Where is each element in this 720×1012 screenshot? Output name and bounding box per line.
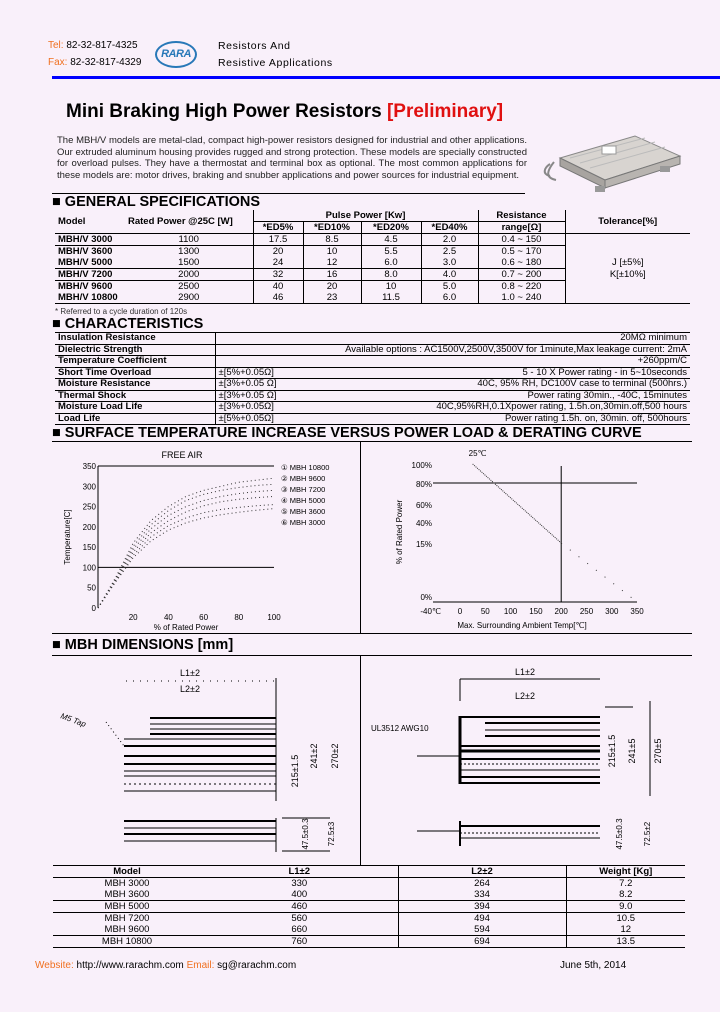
fax-number: 82-32-817-4329 [70, 57, 142, 68]
tagline-1: Resistors And [218, 40, 291, 52]
model-cell: MBH 10800 [101, 936, 153, 947]
tel-line [48, 40, 138, 52]
col-model: Model [113, 866, 141, 877]
page-title [66, 101, 503, 123]
characteristic-row [55, 413, 690, 425]
weight-cell: 9.0 [619, 901, 633, 912]
title-text: Mini Braking High Power Resistors [66, 101, 382, 122]
y-axis-label: Temperature[C] [63, 509, 72, 565]
x-tick-label: 100 [503, 607, 518, 616]
characteristic-row [55, 390, 690, 402]
characteristic-description: 20MΩ minimum [215, 333, 690, 345]
y-tick-label: 40% [415, 519, 432, 528]
model-cell: MBH/V 3600 [58, 246, 113, 257]
y-tick-label: 100% [411, 461, 432, 470]
series-line-2 [98, 490, 274, 608]
model-cell: MBH/V 9600 [58, 281, 113, 292]
characteristics-table [55, 332, 690, 425]
divider [360, 655, 361, 865]
ed40-cell: 6.0 [421, 292, 478, 304]
legend-entry: ③ MBH 7200 [281, 485, 326, 494]
x-tick-label: 50 [480, 607, 490, 616]
t1-label: 47.5±0.3 [301, 818, 310, 850]
l2-cell: 694 [398, 936, 566, 948]
table-row [53, 936, 685, 948]
ed5-cell: 17.5 [253, 234, 303, 246]
website-label: Website: [35, 960, 74, 971]
table-row [53, 901, 685, 913]
legend-entry: ⑤ MBH 3600 [281, 507, 326, 516]
table-row [53, 913, 685, 925]
x-tick-label: 80 [234, 613, 244, 622]
l1-label: L1±2 [180, 668, 200, 678]
ed40-cell: 2.0 [421, 234, 478, 246]
model-cell: MBH/V 5000 [58, 257, 113, 268]
mbh-dimension-drawing [50, 656, 358, 856]
characteristic-label: Thermal Shock [55, 390, 215, 402]
characteristic-description: Available options : AC1500V,2500V,3500V for 1minute,Max leakage current: 2mA [215, 344, 690, 356]
characteristic-row [55, 367, 690, 379]
ed10-cell: 23 [303, 292, 361, 304]
y-axis-label: % of Rated Power [395, 499, 404, 565]
curves-heading: ■ SURFACE TEMPERATURE INCREASE VERSUS POWER LOAD & DERATING CURVE [52, 425, 642, 441]
l1-cell: 760 [201, 936, 398, 948]
x-tick-label: 100 [267, 613, 281, 622]
model-cell: MBH 9600 [104, 924, 150, 935]
col-tolerance: Tolerance[%] [565, 210, 690, 234]
ed40-cell: 5.0 [421, 281, 478, 293]
characteristic-label: Short Time Overload [55, 367, 215, 379]
company-logo: RARA [155, 41, 197, 68]
model-cell: MBH 5000 [104, 901, 150, 912]
h3-label: 270±5 [653, 738, 663, 764]
model-cell: MBH/V 3000 [58, 234, 113, 245]
col-resistance: Resistance [478, 210, 565, 222]
x-axis-label: Max. Surrounding Ambient Temp[℃] [457, 621, 587, 630]
tolerance-j: J [±5%] [611, 256, 644, 268]
ed20-cell: 4.5 [361, 234, 421, 246]
characteristic-label: Moisture Resistance [55, 379, 215, 391]
y-tick-label: 250 [82, 502, 96, 512]
dimensions-table [53, 865, 685, 948]
legend-entry: ② MBH 9600 [281, 474, 326, 483]
rated-power-cell: 2500 [125, 281, 253, 293]
rated-power-cell: 2000 [125, 269, 253, 281]
product-photo [540, 128, 690, 198]
ed10-cell: 20 [303, 281, 361, 293]
y-tick-label: 150 [82, 543, 96, 553]
y-tick-label: 60% [415, 501, 432, 510]
range-cell: 1.0 ~ 240 [478, 292, 565, 304]
series-line-1 [98, 484, 274, 608]
document-date: June 5th, 2014 [560, 960, 627, 971]
series-line-4 [98, 505, 274, 608]
general-specs-heading: ■ GENERAL SPECIFICATIONS [52, 194, 261, 210]
h2-label: 241±5 [627, 738, 637, 764]
characteristic-description: Power rating 30min., -40C, 15minutes [315, 390, 690, 402]
h1-label: 215±1.5 [290, 754, 300, 788]
h1-label: 215±1.5 [607, 734, 617, 768]
l1-cell: 400 [201, 889, 398, 901]
range-cell: 0.7 ~ 200 [478, 269, 565, 281]
l1-cell: 560 [201, 913, 398, 925]
tel-number: 82-32-817-4325 [66, 40, 138, 51]
characteristic-description: 40C, 95% RH, DC100V case to terminal (500hrs.) [315, 379, 690, 391]
weight-cell: 13.5 [616, 936, 635, 947]
website-link[interactable]: http://www.rarachm.com [76, 960, 184, 971]
header-rule [52, 76, 720, 79]
characteristic-tolerance: ±[5%+0.05Ω] [215, 367, 315, 379]
characteristics-heading: ■ CHARACTERISTICS [52, 316, 204, 332]
fax-line [48, 57, 141, 69]
y-tick-label: 50 [87, 583, 96, 593]
l2-label: L2±2 [515, 691, 535, 701]
rated-power-cell: 1100 [125, 234, 253, 246]
characteristic-label: Insulation Resistance [55, 333, 215, 345]
email-link[interactable]: sg@rarachm.com [217, 960, 297, 971]
characteristic-label: Load Life [55, 413, 215, 425]
t2-label: 72.5±2 [643, 821, 652, 847]
col-l1: L1±2 [201, 866, 398, 878]
t2-label: 72.5±3 [327, 821, 336, 847]
preliminary-tag: [Preliminary] [386, 101, 504, 122]
model-cell: MBH 3000 [104, 878, 150, 889]
table-row [53, 878, 685, 890]
x-tick-label: 200 [554, 607, 568, 616]
model-cell: MBH 7200 [104, 913, 150, 924]
y-tick-label: 80% [415, 480, 432, 489]
ed10-cell: 12 [303, 257, 361, 269]
col-ed40: *ED40% [421, 222, 478, 234]
h2-label: 241±2 [309, 743, 319, 769]
spec-footnote: * Referred to a cycle duration of 120s [55, 307, 188, 316]
ed5-cell: 20 [253, 246, 303, 258]
characteristic-label: Dielectric Strength [55, 344, 215, 356]
intro-paragraph: The MBH/V models are metal-clad, compact high-power resistors designed for industrial and other applications. Our extruded aluminum housing provides rugged and strong protection. These models are specially constructed for overload pulses. They have a thermostat and terminal box as optional. The most common applications for these models are: motor drives, braking and snubber applications and power sources for industrial equipment. [57, 135, 527, 181]
x-axis-label: % of Rated Power [153, 623, 219, 632]
range-cell: 0.8 ~ 220 [478, 281, 565, 293]
general-specs-table [55, 210, 690, 304]
l2-cell: 394 [398, 901, 566, 913]
derating-line [473, 464, 562, 543]
y-tick-label: 100 [82, 563, 96, 573]
rated-power-cell: 1300 [125, 246, 253, 258]
y-tick-label: 300 [82, 482, 96, 492]
l2-cell: 264 [398, 878, 566, 890]
col-pulse-power: Pulse Power [Kw] [253, 210, 478, 222]
ed5-cell: 32 [253, 269, 303, 281]
characteristic-tolerance: ±[3%+0.05 Ω] [215, 390, 315, 402]
series-line-0 [98, 478, 274, 608]
derating-line-extension [561, 543, 637, 602]
tolerance-cell [565, 234, 690, 304]
l1-cell: 660 [201, 924, 398, 936]
h3-label: 270±2 [330, 743, 340, 769]
x-tick-label: 20 [128, 613, 138, 622]
ed10-cell: 10 [303, 246, 361, 258]
characteristic-row [55, 344, 690, 356]
range-cell: 0.4 ~ 150 [478, 234, 565, 246]
x-tick-label: 40 [163, 613, 173, 622]
weight-cell: 10.5 [616, 913, 635, 924]
col-ed20: *ED20% [361, 222, 421, 234]
series-line-3 [98, 496, 274, 608]
fax-label: Fax: [48, 57, 68, 68]
range-cell: 0.5 ~ 170 [478, 246, 565, 258]
x-tick-label: 60 [199, 613, 209, 622]
l1-label: L1±2 [515, 667, 535, 677]
characteristic-description: 5 - 10 X Power rating - in 5~10seconds [315, 367, 690, 379]
chart-title: FREE AIR [161, 450, 203, 460]
divider [52, 633, 692, 634]
ed40-cell: 3.0 [421, 257, 478, 269]
col-l2: L2±2 [398, 866, 566, 878]
col-rated-power: Rated Power @25C [W] [125, 210, 253, 234]
ed10-cell: 8.5 [303, 234, 361, 246]
characteristic-description: Power rating 1.5h. on, 30min. off, 500hours [315, 413, 690, 425]
t1-label: 47.5±0.3 [615, 818, 624, 850]
ed20-cell: 11.5 [361, 292, 421, 304]
table-row [53, 924, 685, 936]
ed10-cell: 16 [303, 269, 361, 281]
y-tick-label: 350 [82, 462, 96, 471]
ed20-cell: 6.0 [361, 257, 421, 269]
l1-cell: 460 [201, 901, 398, 913]
l2-cell: 334 [398, 889, 566, 901]
col-weight: Weight [Kg] [599, 866, 653, 877]
annotation-25c: 25℃ [468, 449, 487, 458]
tap-label: M5 Tap [59, 711, 88, 729]
characteristic-description: 40C,95%RH,0.1Xpower rating, 1.5h.on,30min.off,500 hours [315, 402, 690, 414]
table-row [55, 234, 690, 246]
ed20-cell: 10 [361, 281, 421, 293]
tolerance-k: K[±10%] [609, 268, 646, 280]
ed40-cell: 4.0 [421, 269, 478, 281]
mbhv-dimension-drawing [365, 656, 675, 856]
range-cell: 0.6 ~ 180 [478, 257, 565, 269]
footer-contact [35, 960, 296, 971]
x-tick-label: 300 [605, 607, 619, 616]
characteristic-row [55, 402, 690, 414]
model-cell: MBH/V 10800 [58, 292, 118, 303]
tagline-2: Resistive Applications [218, 57, 333, 69]
ed20-cell: 8.0 [361, 269, 421, 281]
dimensions-heading: ■ MBH DIMENSIONS [mm] [52, 637, 234, 653]
table-row [53, 889, 685, 901]
legend-entry: ⑥ MBH 3000 [281, 518, 326, 527]
characteristic-row [55, 333, 690, 345]
weight-cell: 8.2 [619, 889, 633, 900]
ed5-cell: 40 [253, 281, 303, 293]
rated-power-cell: 1500 [125, 257, 253, 269]
derating-curve-chart [362, 442, 692, 632]
series-line-5 [98, 509, 274, 608]
y-tick-label: 0 [91, 604, 96, 613]
col-ed5: *ED5% [253, 222, 303, 234]
y-tick-label: 0% [420, 593, 432, 602]
legend-entry: ④ MBH 5000 [281, 496, 326, 505]
characteristic-row [55, 379, 690, 391]
x-tick-label: 0 [457, 607, 463, 616]
email-label: Email: [186, 960, 215, 971]
weight-cell: 7.2 [619, 878, 633, 889]
ed20-cell: 5.5 [361, 246, 421, 258]
rated-power-cell: 2900 [125, 292, 253, 304]
characteristic-tolerance: ±[3%+0.05Ω] [215, 402, 315, 414]
y-tick-label: 15% [415, 540, 432, 549]
l2-cell: 494 [398, 913, 566, 925]
l2-cell: 594 [398, 924, 566, 936]
model-cell: MBH 3600 [104, 889, 150, 900]
x-tick-label: 150 [529, 607, 543, 616]
col-model: Model [55, 210, 125, 234]
ed5-cell: 46 [253, 292, 303, 304]
legend-entry: ① MBH 10800 [281, 463, 330, 472]
y-tick-label: 200 [82, 522, 96, 532]
characteristic-label: Moisture Load Life [55, 402, 215, 414]
ed40-cell: 2.5 [421, 246, 478, 258]
wire-label: UL3512 AWG10 [371, 724, 429, 733]
x-tick-label: 350 [630, 607, 644, 616]
ed5-cell: 24 [253, 257, 303, 269]
model-cell: MBH/V 7200 [58, 269, 113, 280]
l2-label: L2±2 [180, 684, 200, 694]
temperature-rise-chart [52, 442, 359, 632]
characteristic-label: Temperature Coefficient [55, 356, 215, 368]
col-range: range[Ω] [478, 222, 565, 234]
characteristic-tolerance: ±[3%+0.05 Ω] [215, 379, 315, 391]
col-ed10: *ED10% [303, 222, 361, 234]
x-tick-label: 250 [579, 607, 594, 616]
tel-label: Tel: [48, 40, 64, 51]
weight-cell: 12 [620, 924, 632, 935]
characteristic-description: +260ppm/C [215, 356, 690, 368]
divider [360, 441, 361, 633]
characteristic-row [55, 356, 690, 368]
x-tick-label: -40℃ [420, 607, 441, 616]
characteristic-tolerance: ±[5%+0.05Ω] [215, 413, 315, 425]
l1-cell: 330 [201, 878, 398, 890]
